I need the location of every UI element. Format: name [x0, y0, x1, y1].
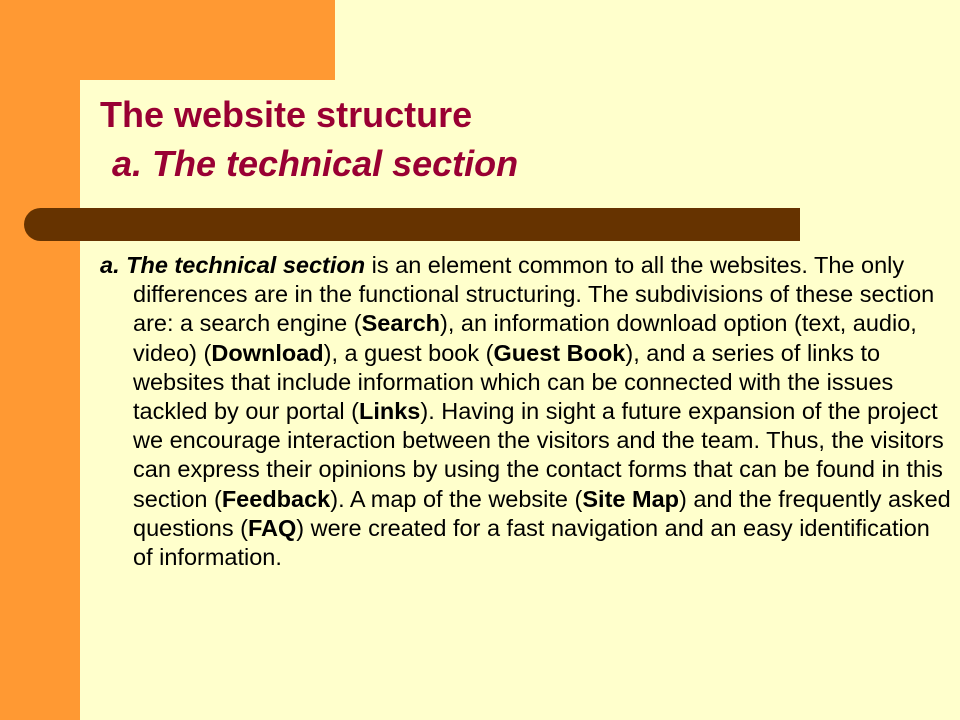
body-text-segment: ) and the frequently asked questions ( — [133, 485, 951, 541]
body-text-segment: ), an information download option (text, audio, video) ( — [133, 310, 917, 366]
left-accent-bar — [0, 0, 80, 720]
section-name: Feedback — [221, 485, 331, 512]
section-name: Links — [358, 398, 421, 425]
slide-subtitle: a. The technical section — [112, 143, 519, 184]
body-text-segment: ). A map of the website ( — [330, 485, 583, 512]
body-text-segment: is an element common to all the websites. The only differences are in the functional structuring. The subdivisions of these section are: a search engine ( — [133, 252, 935, 337]
lead-term: a. The technical section — [100, 252, 366, 278]
top-accent-block — [0, 0, 335, 80]
section-name: FAQ — [247, 514, 297, 541]
section-name: Download — [211, 339, 324, 366]
title-divider-bar — [24, 208, 800, 241]
body-text-segment: ). Having in sight a future expansion of the project we encourage interaction between the visitors and the team. Thus, the visitors can express their opinions by using the contact forms that can be found in this section ( — [133, 398, 944, 512]
body-text-segment: ) were created for a fast navigation and an easy identification of information. — [133, 514, 930, 571]
slide-title: The website structure — [100, 94, 473, 135]
section-name: Guest Book — [493, 339, 626, 366]
body-text-segment: ), and a series of links to websites that include information which can be connected with the issues tackled by our portal ( — [133, 339, 894, 425]
section-name: Search — [361, 310, 440, 337]
section-name: Site Map — [582, 485, 679, 512]
body-paragraph — [100, 251, 953, 572]
body-text-segment: ), a guest book ( — [323, 339, 494, 366]
